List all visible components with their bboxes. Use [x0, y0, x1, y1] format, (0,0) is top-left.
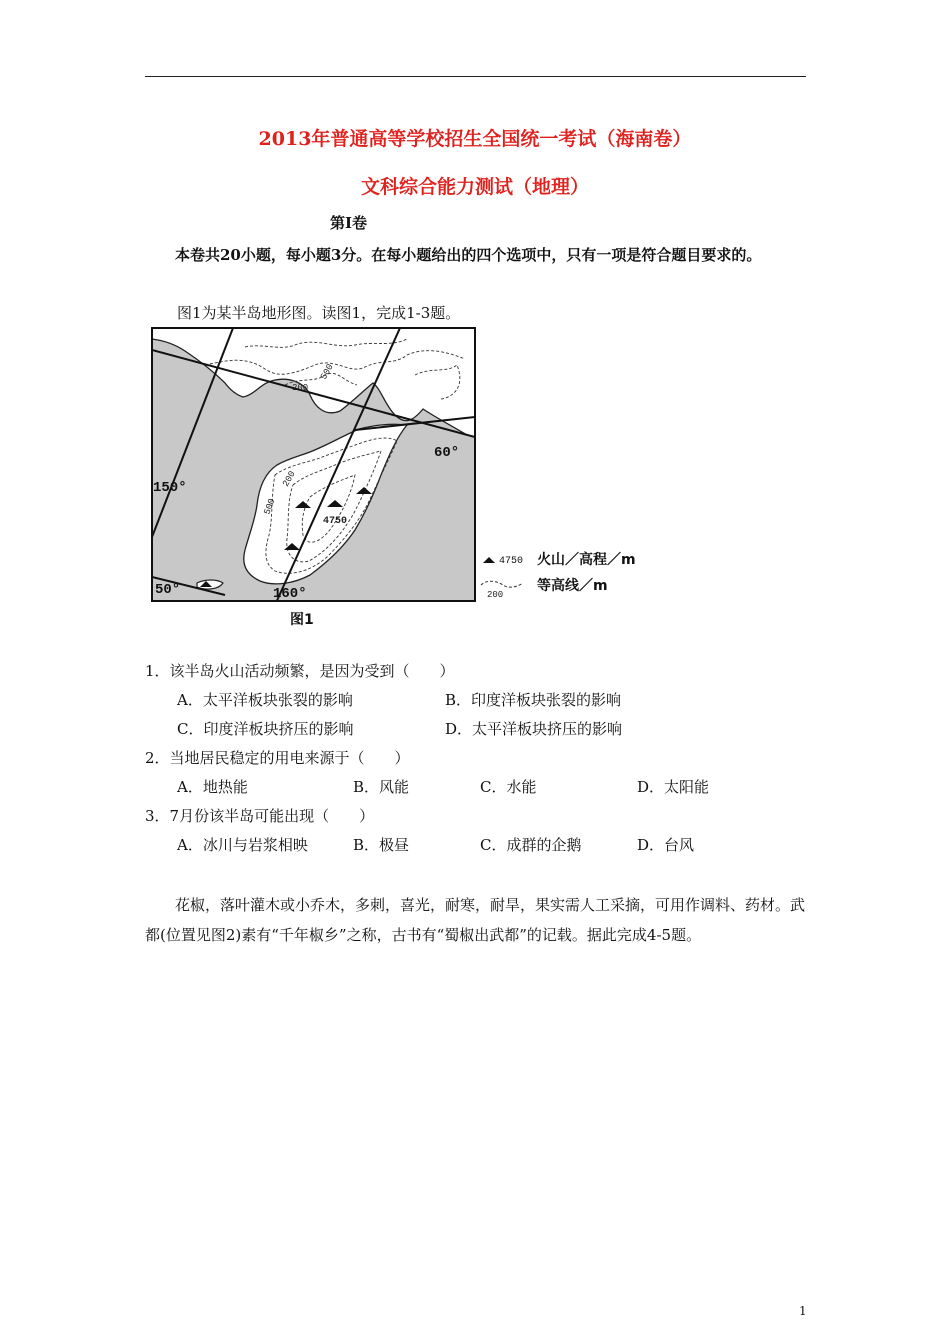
instruction-text: 本卷共20小题，每小题3分。在每小题给出的四个选项中，只有一项是符合题目要求的。	[175, 246, 762, 264]
contour-legend-icon	[481, 581, 523, 587]
lon-150-label: 150°	[153, 480, 187, 496]
elevation-label: 4750	[323, 516, 348, 527]
map-legend	[481, 551, 636, 600]
question-2: 2．当地居民稳定的用电来源于（ ）	[145, 749, 410, 767]
header-rule	[145, 76, 806, 77]
question-2-option-a: A．地热能	[177, 778, 248, 796]
question-1-option-c: C．印度洋板块挤压的影响	[177, 720, 354, 738]
peninsula-map-figure	[145, 325, 705, 630]
question-3: 3．7月份该半岛可能出现（ ）	[145, 807, 375, 825]
question-2-option-d: D．太阳能	[637, 778, 710, 796]
exam-subtitle: 文科综合能力测试（地理）	[360, 176, 589, 198]
figure-caption: 图1	[290, 612, 314, 628]
legend-contour-value: 200	[487, 590, 504, 600]
lat-50-label: 50°	[155, 582, 181, 598]
contour-label-500: 500	[262, 497, 278, 517]
question-3-option-a: A．冰川与岩浆相映	[177, 836, 308, 854]
section-heading: 第Ⅰ卷	[330, 214, 368, 232]
lon-160-label: 160°	[273, 586, 307, 602]
legend-volcano-value: 4750	[499, 556, 524, 567]
exam-title: 2013年普通高等学校招生全国统一考试（海南卷）	[258, 128, 692, 150]
question-1-option-a: A．太平洋板块张裂的影响	[177, 691, 353, 709]
figure-intro: 图1为某半岛地形图。读图1，完成1-3题。	[177, 304, 461, 322]
contour-label-500: 500	[318, 362, 336, 382]
passage-text: 花椒，落叶灌木或小乔木，多刺，喜光，耐寒，耐旱，果实需人工采摘，可用作调料、药材。武都(位置见图2)素有“千年椒乡”之称，古书有“蜀椒出武都”的记载。据此完成4-5题。	[145, 896, 806, 944]
question-3-option-b: B．极昼	[353, 836, 410, 854]
legend-contour-text: 等高线／m	[537, 578, 608, 594]
volcano-legend-icon	[483, 557, 495, 563]
contour-label-200: 200	[292, 383, 309, 393]
question-2-option-c: C．水能	[480, 778, 537, 796]
legend-volcano-text: 火山／高程／m	[537, 552, 636, 568]
question-3-option-c: C．成群的企鹅	[480, 836, 582, 854]
question-2-option-b: B．风能	[353, 778, 410, 796]
question-1: 1．该半岛火山活动频繁，是因为受到（ ）	[145, 662, 455, 680]
question-1-option-b: B．印度洋板块张裂的影响	[445, 691, 622, 709]
page-number: 1	[799, 1304, 807, 1318]
question-3-option-d: D．台风	[637, 836, 695, 854]
lat-60-label: 60°	[434, 445, 460, 461]
contour-label-200: 200	[280, 469, 298, 489]
question-1-option-d: D．太平洋板块挤压的影响	[445, 720, 623, 738]
